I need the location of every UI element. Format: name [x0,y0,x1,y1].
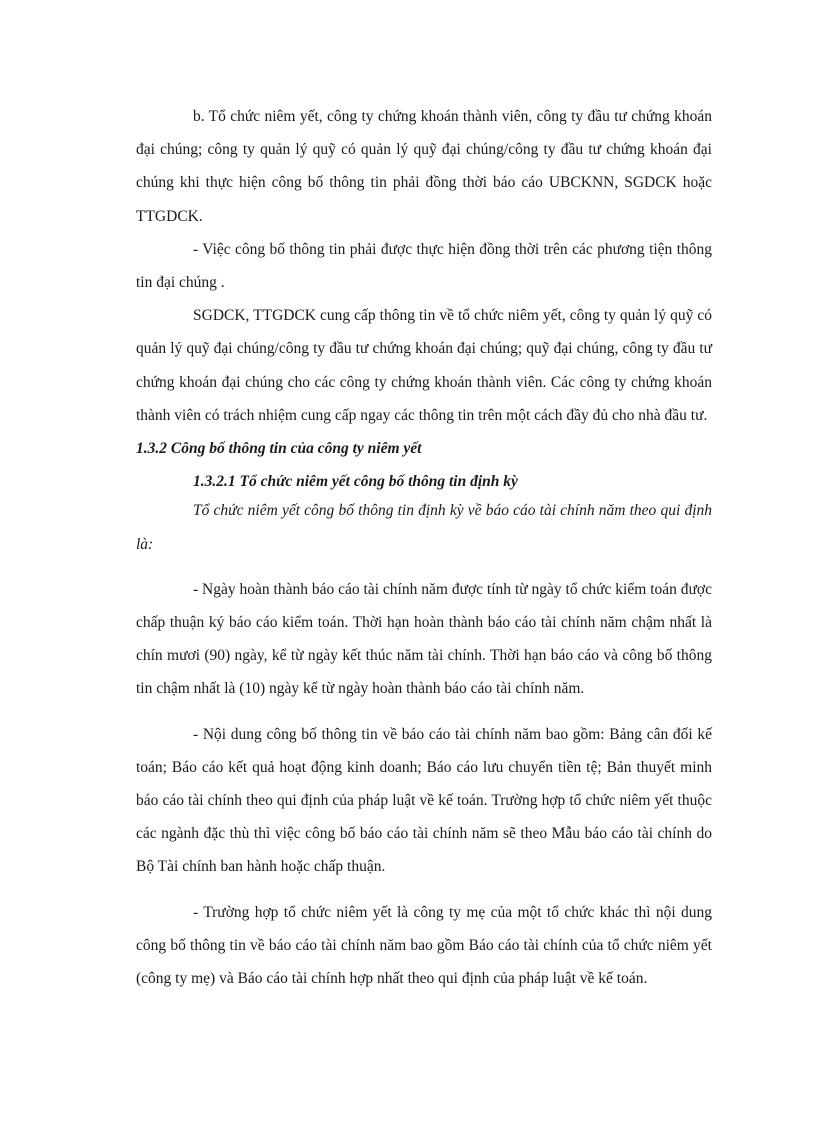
bullet-report-contents: - Nội dung công bố thông tin về báo cáo tài chính năm bao gồm: Bảng cân đối kế toán; Báo cáo kết quả hoạt động kinh doanh; Báo cáo lưu chuyển tiền tệ; Bản thuyết minh báo cáo tài chính theo qui định của pháp luật về kế toán. Trường hợp tổ chức niêm yết thuộc các ngành đặc thù thì việc công bố báo cáo tài chính năm sẽ theo Mẫu báo cáo tài chính do Bộ Tài chính ban hành hoặc chấp thuận. [136,725,712,876]
paragraph-reporting-obligation: b. Tổ chức niêm yết, công ty chứng khoán thành viên, công ty đầu tư chứng khoán đại chúng; công ty quản lý quỹ có quản lý quỹ đại chúng/công ty đầu tư chứng khoán đại chúng khi thực hiện công bố thông tin phải đồng thời báo cáo UBCKNN, SGDCK hoặc TTGDCK. [136,108,712,225]
section-heading-1-3-2: 1.3.2 Công bố thông tin của công ty niêm yết [136,440,422,458]
section-heading-1-3-2-1: 1.3.2.1 Tổ chức niêm yết công bố thông tin định kỳ [193,473,518,491]
paragraph-sgdck-ttgdck: SGDCK, TTGDCK cung cấp thông tin về tổ chức niêm yết, công ty quản lý quỹ có quản lý quỹ đại chúng/công ty đầu tư chứng khoán đại chúng; quỹ đại chúng, công ty đầu tư chứng khoán đại chúng cho các công ty chứng khoán thành viên. Các công ty chứng khoán thành viên có trách nhiệm cung cấp ngay các thông tin trên một cách đầy đủ cho nhà đầu tư. [136,307,712,424]
paragraph-mass-media: - Việc công bố thông tin phải được thực hiện đồng thời trên các phương tiện thông tin đại chúng . [136,240,712,292]
paragraph-periodic-intro: Tổ chức niêm yết công bố thông tin định kỳ về báo cáo tài chính năm theo qui định là: [136,502,712,553]
bullet-parent-company: - Trường hợp tổ chức niêm yết là công ty mẹ của một tổ chức khác thì nội dung công bố thông tin về báo cáo tài chính năm bao gồm Báo cáo tài chính của tổ chức niêm yết (công ty mẹ) và Báo cáo tài chính hợp nhất theo qui định của pháp luật về kế toán. [136,903,712,988]
bullet-completion-date: - Ngày hoàn thành báo cáo tài chính năm được tính từ ngày tổ chức kiểm toán được chấp thuận ký báo cáo kiểm toán. Thời hạn hoàn thành báo cáo tài chính năm chậm nhất là chín mươi (90) ngày, kể từ ngày kết thúc năm tài chính. Thời hạn báo cáo và công bố thông tin chậm nhất là (10) ngày kể từ ngày hoàn thành báo cáo tài chính năm. [136,580,712,698]
document-page [136,100,712,995]
